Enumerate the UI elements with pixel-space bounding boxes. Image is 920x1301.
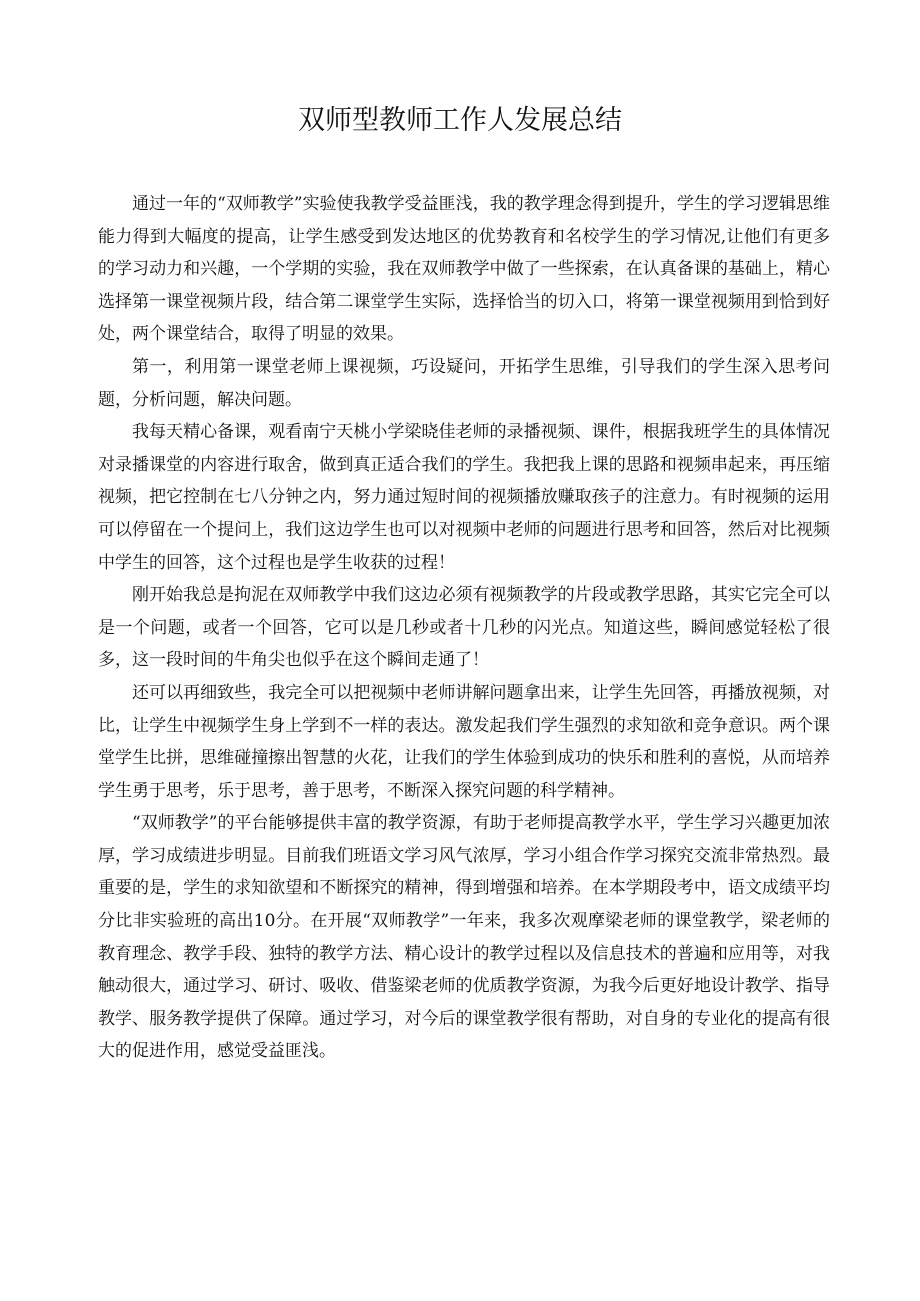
paragraph-6: “双师教学”的平台能够提供丰富的教学资源，有助于老师提高教学水平，学生学习兴趣更加浓厚，学习成绩进步明显。目前我们班语文学习风气浓厚，学习小组合作学习探究交流非常热烈。最重要的是，学生的求知欲望和不断探究的精神，得到增强和培养。在本学期段考中，语文成绩平均分比非实验班的高出10分。在开展“双师教学”一年来，我多次观摩梁老师的课堂教学，梁老师的教育理念、教学手段、独特的教学方法、精心设计的教学过程以及信息技术的普遍和应用等，对我触动很大，通过学习、研讨、吸收、借鉴梁老师的优质教学资源，为我今后更好地设计教学、指导教学、服务教学提供了保障。通过学习，对今后的课堂教学很有帮助，对自身的专业化的提高有很大的促进作用，感觉受益匪浅。 bbox=[98, 813, 830, 1062]
paragraph-3: 我每天精心备课，观看南宁天桃小学梁晓佳老师的录播视频、课件，根据我班学生的具体情况对录播课堂的内容进行取舍，做到真正适合我们的学生。我把我上课的思路和视频串起来，再压缩视频，把它控制在七八分钟之内，努力通过短时间的视频播放赚取孩子的注意力。有时视频的运用可以停留在一个提问上，我们这边学生也可以对视频中老师的问题进行思考和回答，然后对比视频中学生的回答，这个过程也是学生收获的过程！ bbox=[98, 422, 830, 573]
paragraph-1: 通过一年的“双师教学”实验使我教学受益匪浅，我的教学理念得到提升，学生的学习逻辑思维能力得到大幅度的提高，让学生感受到发达地区的优势教育和名校学生的学习情况,让他们有更多的学习动力和兴趣，一个学期的实验，我在双师教学中做了一些探索，在认真备课的基础上，精心选择第一课堂视频片段，结合第二课堂学生实际，选择恰当的切入口，将第一课堂视频用到恰到好处，两个课堂结合，取得了明显的效果。 bbox=[98, 194, 830, 345]
document-body bbox=[98, 188, 830, 1068]
paragraph-5: 还可以再细致些，我完全可以把视频中老师讲解问题拿出来，让学生先回答，再播放视频，对比，让学生中视频学生身上学到不一样的表达。激发起我们学生强烈的求知欲和竞争意识。两个课堂学生比拼，思维碰撞擦出智慧的火花，让我们的学生体验到成功的快乐和胜利的喜悦，从而培养学生勇于思考，乐于思考，善于思考，不断深入探究问题的科学精神。 bbox=[98, 682, 830, 801]
document-title: 双师型教师工作人发展总结 bbox=[298, 105, 622, 136]
paragraph-2: 第一，利用第一课堂老师上课视频，巧设疑问，开拓学生思维，引导我们的学生深入思考问题，分析问题，解决问题。 bbox=[98, 356, 830, 410]
paragraph-4: 刚开始我总是拘泥在双师教学中我们这边必须有视频教学的片段或教学思路，其实它完全可以是一个问题，或者一个回答，它可以是几秒或者十几秒的闪光点。知道这些，瞬间感觉轻松了很多，这一段时间的牛角尖也似乎在这个瞬间走通了！ bbox=[98, 585, 830, 671]
